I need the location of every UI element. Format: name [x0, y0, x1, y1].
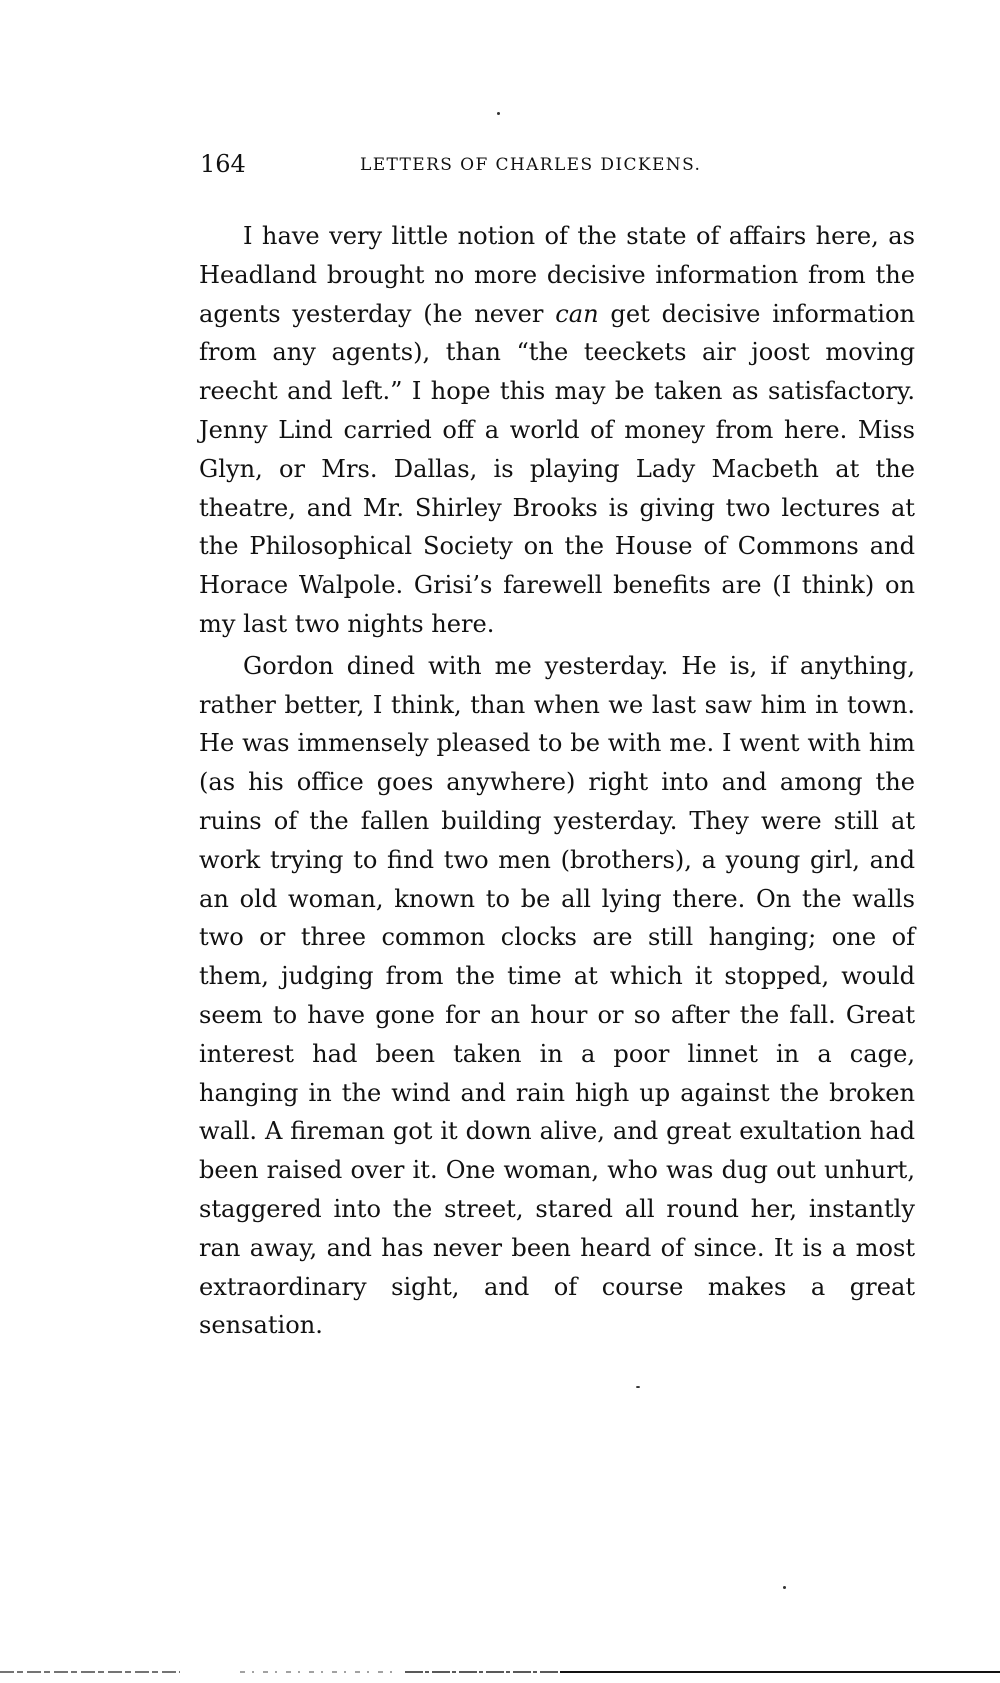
paragraph-text: get decisive information from any agents), than “the teeckets air joost moving reecht and left.” I hope this may be taken as satisfactory. Jenny Lind carried off a world of money from here. Miss Glyn, or Mrs. Dallas, is playing Lady Macbeth at the theatre, and Mr. Shirley Brooks is giving two lectures at the Philosophical Society on the House of Commons and Horace Walpole. Grisi’s farewell benefits are (I think) on my last two nights here.: [199, 299, 915, 638]
italic-text: can: [555, 299, 599, 328]
scan-edge-line: [0, 1668, 1000, 1682]
page-number: 164: [200, 150, 246, 178]
body-text: [199, 217, 915, 1345]
page-header: [200, 150, 915, 190]
paragraph-text: I have very little notion of the state of affairs here, as Headland brought no more decisive information from the agents yesterday (he never: [199, 222, 915, 328]
ink-speck: [636, 1386, 640, 1388]
ink-speck: [497, 112, 500, 115]
ink-speck: [783, 1586, 786, 1589]
running-title: LETTERS OF CHARLES DICKENS.: [360, 155, 702, 175]
paragraph: [199, 647, 915, 1345]
paragraph-text: Gordon dined with me yesterday. He is, if anything, rather better, I think, than when we last saw him in town. He was immensely pleased to be with me. I went with him (as his office goes anywhere) right into and among the ruins of the fallen building yesterday. They were still at work trying to find two men (brothers), a young girl, and an old woman, known to be all lying there. On the walls two or three common clocks are still hanging; one of them, judging from the time at which it stopped, would seem to have gone for an hour or so after the fall. Great interest had been taken in a poor linnet in a cage, hanging in the wind and rain high up against the broken wall. A fireman got it down alive, and great exultation had been raised over it. One woman, who was dug out unhurt, staggered into the street, stared all round her, instantly ran away, and has never been heard of since. It is a most extraordinary sight, and of course makes a great sensation.: [199, 651, 915, 1340]
paragraph: [199, 217, 915, 644]
